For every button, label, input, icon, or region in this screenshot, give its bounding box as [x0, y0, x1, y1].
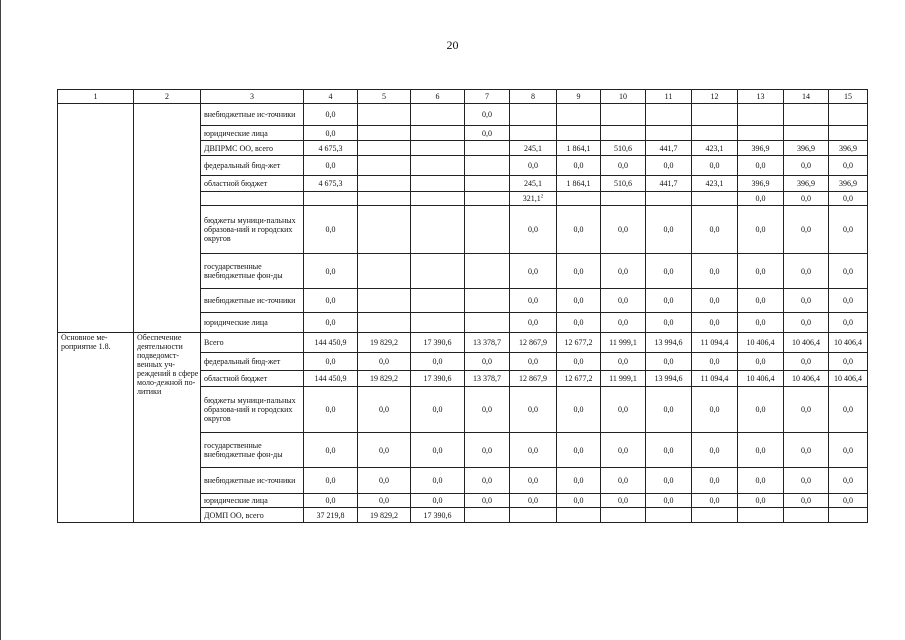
value-cell: 0,0	[738, 387, 784, 433]
value-cell: 0,0	[738, 254, 784, 289]
column-number-3: 3	[201, 90, 304, 104]
value-cell: 12 677,2	[557, 333, 601, 353]
value-cell: 11 094,4	[692, 333, 738, 353]
value-cell: 0,0	[510, 206, 557, 254]
funding-source-label: федеральный бюд-жет	[201, 353, 304, 371]
value-cell: 0,0	[510, 289, 557, 313]
value-cell	[646, 126, 692, 141]
value-cell: 13 378,7	[465, 333, 510, 353]
value-cell: 0,0	[784, 387, 829, 433]
value-cell: 4 675,3	[304, 141, 358, 156]
column-number-8: 8	[510, 90, 557, 104]
value-cell	[358, 126, 411, 141]
value-cell: 0,0	[738, 353, 784, 371]
value-cell: 0,0	[465, 126, 510, 141]
page-edge-line	[0, 0, 1, 640]
value-cell: 0,0	[304, 387, 358, 433]
value-cell	[411, 176, 465, 192]
value-cell: 0,0	[784, 254, 829, 289]
value-cell	[738, 508, 784, 523]
value-cell: 0,0	[557, 206, 601, 254]
value-cell	[510, 126, 557, 141]
value-cell: 19 829,2	[358, 508, 411, 523]
value-cell: 17 390,6	[411, 371, 465, 387]
column-number-13: 13	[738, 90, 784, 104]
value-cell	[358, 104, 411, 126]
column-number-11: 11	[646, 90, 692, 104]
funding-source-label: внебюджетные ис-точники	[201, 289, 304, 313]
value-cell: 1 864,1	[557, 141, 601, 156]
value-cell: 0,0	[829, 254, 868, 289]
value-cell	[411, 126, 465, 141]
value-cell: 0,0	[304, 494, 358, 508]
value-cell: 12 867,9	[510, 371, 557, 387]
funding-source-label: внебюджетные ис-точники	[201, 468, 304, 494]
value-cell: 0,0	[601, 494, 646, 508]
value-cell	[358, 192, 411, 206]
value-cell	[358, 289, 411, 313]
value-cell	[646, 104, 692, 126]
value-cell: 0,0	[784, 468, 829, 494]
value-cell	[738, 126, 784, 141]
budget-table	[57, 89, 868, 523]
value-cell: 441,7	[646, 141, 692, 156]
value-cell: 0,0	[465, 433, 510, 468]
value-cell	[601, 104, 646, 126]
value-cell	[557, 192, 601, 206]
value-cell	[829, 104, 868, 126]
value-cell: 423,1	[692, 141, 738, 156]
value-cell: 19 829,2	[358, 333, 411, 353]
value-cell: 396,9	[784, 176, 829, 192]
value-cell	[510, 104, 557, 126]
value-cell: 0,0	[784, 192, 829, 206]
value-cell: 396,9	[738, 176, 784, 192]
value-cell	[465, 289, 510, 313]
value-cell: 0,0	[358, 494, 411, 508]
table-row	[58, 333, 868, 353]
value-cell: 0,0	[692, 433, 738, 468]
value-cell	[411, 313, 465, 333]
value-cell: 0,0	[738, 156, 784, 176]
value-cell: 0,0	[510, 313, 557, 333]
value-cell: 0,0	[304, 206, 358, 254]
funding-source-label: внебюджетные ис-точники	[201, 104, 304, 126]
value-cell: 0,0	[738, 206, 784, 254]
value-cell: 11 094,4	[692, 371, 738, 387]
value-cell: 0,0	[510, 494, 557, 508]
value-cell: 0,0	[411, 468, 465, 494]
value-cell: 0,0	[829, 313, 868, 333]
value-cell	[411, 289, 465, 313]
value-cell	[411, 254, 465, 289]
value-cell	[784, 508, 829, 523]
value-cell: 0,0	[829, 156, 868, 176]
value-cell	[692, 104, 738, 126]
value-cell: 0,0	[784, 494, 829, 508]
value-cell	[465, 176, 510, 192]
value-cell: 0,0	[601, 156, 646, 176]
funding-source-label: областной бюджет	[201, 176, 304, 192]
column-number-4: 4	[304, 90, 358, 104]
value-cell: 0,0	[304, 353, 358, 371]
funding-source-label: Всего	[201, 333, 304, 353]
column-number-15: 15	[829, 90, 868, 104]
value-cell	[465, 508, 510, 523]
value-cell: 0,0	[829, 387, 868, 433]
value-cell: 0,0	[358, 353, 411, 371]
value-cell: 0,0	[510, 468, 557, 494]
activity-cell	[58, 104, 134, 333]
value-cell	[557, 104, 601, 126]
funding-source-label	[201, 192, 304, 206]
value-cell	[784, 104, 829, 126]
value-cell	[692, 508, 738, 523]
value-cell: 0,0	[829, 353, 868, 371]
value-cell: 510,6	[601, 176, 646, 192]
value-cell: 0,0	[510, 254, 557, 289]
column-number-2: 2	[134, 90, 201, 104]
value-cell: 0,0	[411, 433, 465, 468]
value-cell	[411, 192, 465, 206]
funding-source-label: бюджеты муници-пальных образова-ний и городских округов	[201, 206, 304, 254]
funding-source-label: государственные внебюджетные фон-ды	[201, 254, 304, 289]
value-cell: 0,0	[692, 353, 738, 371]
value-cell: 0,0	[601, 387, 646, 433]
value-cell: 0,0	[557, 254, 601, 289]
value-cell	[692, 126, 738, 141]
value-cell: 10 406,4	[738, 333, 784, 353]
value-cell: 0,0	[601, 206, 646, 254]
value-cell: 0,0	[358, 387, 411, 433]
value-cell	[829, 126, 868, 141]
funding-source-label: федеральный бюд-жет	[201, 156, 304, 176]
value-cell	[465, 192, 510, 206]
value-cell: 0,0	[557, 289, 601, 313]
value-cell: 0,0	[510, 156, 557, 176]
value-cell: 321,1$^2$	[510, 192, 557, 206]
value-cell: 396,9	[829, 176, 868, 192]
value-cell: 0,0	[304, 104, 358, 126]
value-cell: 0,0	[646, 468, 692, 494]
value-cell: 0,0	[692, 206, 738, 254]
value-cell: 0,0	[601, 289, 646, 313]
value-cell: 0,0	[692, 289, 738, 313]
value-cell	[411, 156, 465, 176]
value-cell: 11 999,1	[601, 333, 646, 353]
value-cell: 0,0	[465, 104, 510, 126]
value-cell: 0,0	[829, 468, 868, 494]
value-cell	[358, 206, 411, 254]
value-cell	[692, 192, 738, 206]
header-row	[58, 90, 868, 104]
value-cell: 0,0	[784, 289, 829, 313]
value-cell: 0,0	[646, 206, 692, 254]
value-cell: 245,1	[510, 176, 557, 192]
value-cell: 0,0	[692, 494, 738, 508]
value-cell: 0,0	[784, 313, 829, 333]
value-cell: 0,0	[829, 289, 868, 313]
value-cell: 0,0	[465, 387, 510, 433]
value-cell	[829, 508, 868, 523]
value-cell: 0,0	[510, 433, 557, 468]
column-number-10: 10	[601, 90, 646, 104]
value-cell: 0,0	[738, 313, 784, 333]
footnote-mark: 2	[540, 194, 544, 200]
column-number-9: 9	[557, 90, 601, 104]
value-cell: 17 390,6	[411, 333, 465, 353]
value-cell	[465, 254, 510, 289]
value-cell: 0,0	[784, 433, 829, 468]
value-cell: 0,0	[784, 353, 829, 371]
value-cell: 0,0	[465, 494, 510, 508]
value-cell: 396,9	[829, 141, 868, 156]
value-cell: 13 378,7	[465, 371, 510, 387]
value-cell: 0,0	[829, 206, 868, 254]
value-cell: 396,9	[784, 141, 829, 156]
value-cell	[557, 508, 601, 523]
value-cell: 10 406,4	[829, 333, 868, 353]
value-cell	[557, 126, 601, 141]
value-cell: 0,0	[411, 387, 465, 433]
value-cell	[358, 141, 411, 156]
value-cell	[358, 313, 411, 333]
value-cell: 0,0	[692, 387, 738, 433]
value-cell: 0,0	[738, 289, 784, 313]
value-cell: 0,0	[304, 468, 358, 494]
funding-source-label: областной бюджет	[201, 371, 304, 387]
value-cell	[304, 192, 358, 206]
value-cell: 0,0	[784, 156, 829, 176]
value-cell: 396,9	[738, 141, 784, 156]
value-cell: 0,0	[465, 353, 510, 371]
value-cell: 0,0	[411, 494, 465, 508]
value-cell: 37 219,8	[304, 508, 358, 523]
value-cell: 12 867,9	[510, 333, 557, 353]
value-cell: 0,0	[601, 433, 646, 468]
value-cell: 144 450,9	[304, 371, 358, 387]
value-cell: 0,0	[646, 494, 692, 508]
value-cell	[601, 126, 646, 141]
value-cell	[411, 206, 465, 254]
value-cell: 13 994,6	[646, 333, 692, 353]
value-cell: 0,0	[557, 313, 601, 333]
value-cell: 0,0	[784, 206, 829, 254]
funding-source-label: государственные внебюджетные фон-ды	[201, 433, 304, 468]
value-cell: 0,0	[557, 353, 601, 371]
value-cell: 441,7	[646, 176, 692, 192]
value-cell: 0,0	[304, 433, 358, 468]
funding-source-label: юридические лица	[201, 494, 304, 508]
value-cell	[646, 192, 692, 206]
value-cell	[601, 508, 646, 523]
value-cell: 0,0	[601, 313, 646, 333]
column-number-5: 5	[358, 90, 411, 104]
value-cell: 1 864,1	[557, 176, 601, 192]
value-cell: 0,0	[601, 254, 646, 289]
value-cell: 0,0	[510, 387, 557, 433]
value-cell: 0,0	[692, 468, 738, 494]
value-cell	[411, 104, 465, 126]
value-cell	[465, 206, 510, 254]
value-cell: 0,0	[829, 192, 868, 206]
value-cell: 0,0	[738, 433, 784, 468]
value-cell	[784, 126, 829, 141]
value-cell: 0,0	[601, 468, 646, 494]
column-number-7: 7	[465, 90, 510, 104]
value-cell: 423,1	[692, 176, 738, 192]
value-cell: 0,0	[692, 313, 738, 333]
value-cell	[646, 508, 692, 523]
value-cell: 17 390,6	[411, 508, 465, 523]
funding-source-label: ДОМП ОО, всего	[201, 508, 304, 523]
value-cell	[601, 192, 646, 206]
value-cell: 0,0	[692, 254, 738, 289]
value-cell: 0,0	[738, 468, 784, 494]
value-cell: 0,0	[304, 156, 358, 176]
value-cell	[465, 313, 510, 333]
value-cell: 0,0	[646, 387, 692, 433]
value-cell: 11 999,1	[601, 371, 646, 387]
value-cell	[510, 508, 557, 523]
table-row	[58, 104, 868, 126]
value-cell: 0,0	[304, 126, 358, 141]
page-number: 20	[446, 38, 459, 52]
value-cell: 0,0	[738, 494, 784, 508]
value-cell: 0,0	[304, 313, 358, 333]
value-cell	[465, 156, 510, 176]
value-cell: 0,0	[557, 156, 601, 176]
column-number-12: 12	[692, 90, 738, 104]
funding-source-label: юридические лица	[201, 126, 304, 141]
value-cell: 0,0	[829, 494, 868, 508]
value-cell: 0,0	[646, 289, 692, 313]
value-cell: 13 994,6	[646, 371, 692, 387]
value-cell	[358, 176, 411, 192]
description-cell: Обеспечение деятельности подведомст-венных уч-реждений в сфере моло-дежной по-литики	[134, 333, 201, 523]
value-cell: 144 450,9	[304, 333, 358, 353]
value-cell: 0,0	[304, 289, 358, 313]
value-cell: 12 677,2	[557, 371, 601, 387]
value-cell: 0,0	[646, 313, 692, 333]
value-cell: 0,0	[304, 254, 358, 289]
value-cell	[358, 254, 411, 289]
value-cell: 0,0	[465, 468, 510, 494]
value-cell: 0,0	[646, 156, 692, 176]
value-cell: 19 829,2	[358, 371, 411, 387]
value-cell: 0,0	[557, 468, 601, 494]
value-cell: 0,0	[510, 353, 557, 371]
value-cell: 0,0	[646, 254, 692, 289]
value-cell: 0,0	[411, 353, 465, 371]
value-cell: 10 406,4	[784, 333, 829, 353]
value-cell: 0,0	[829, 433, 868, 468]
column-number-1: 1	[58, 90, 134, 104]
funding-source-label: ДВПРМС ОО, всего	[201, 141, 304, 156]
column-number-14: 14	[784, 90, 829, 104]
value-cell: 0,0	[738, 192, 784, 206]
description-cell	[134, 104, 201, 333]
value-cell: 10 406,4	[738, 371, 784, 387]
value-cell: 510,6	[601, 141, 646, 156]
value-cell: 0,0	[557, 387, 601, 433]
value-cell: 0,0	[601, 353, 646, 371]
value-cell: 0,0	[646, 353, 692, 371]
funding-source-label: бюджеты муници-пальных образова-ний и городских округов	[201, 387, 304, 433]
value-cell: 10 406,4	[784, 371, 829, 387]
value-cell: 0,0	[557, 433, 601, 468]
value-cell: 0,0	[646, 433, 692, 468]
column-number-6: 6	[411, 90, 465, 104]
value-cell: 0,0	[358, 433, 411, 468]
value-cell	[358, 156, 411, 176]
value-cell: 0,0	[557, 494, 601, 508]
value-cell	[411, 141, 465, 156]
funding-source-label: юридические лица	[201, 313, 304, 333]
activity-cell: Основное ме-роприятие 1.8.	[58, 333, 134, 523]
value-cell	[738, 104, 784, 126]
value-cell: 10 406,4	[829, 371, 868, 387]
value-cell: 0,0	[692, 156, 738, 176]
value-cell: 245,1	[510, 141, 557, 156]
value-cell: 4 675,3	[304, 176, 358, 192]
value-cell	[465, 141, 510, 156]
value-cell: 0,0	[358, 468, 411, 494]
